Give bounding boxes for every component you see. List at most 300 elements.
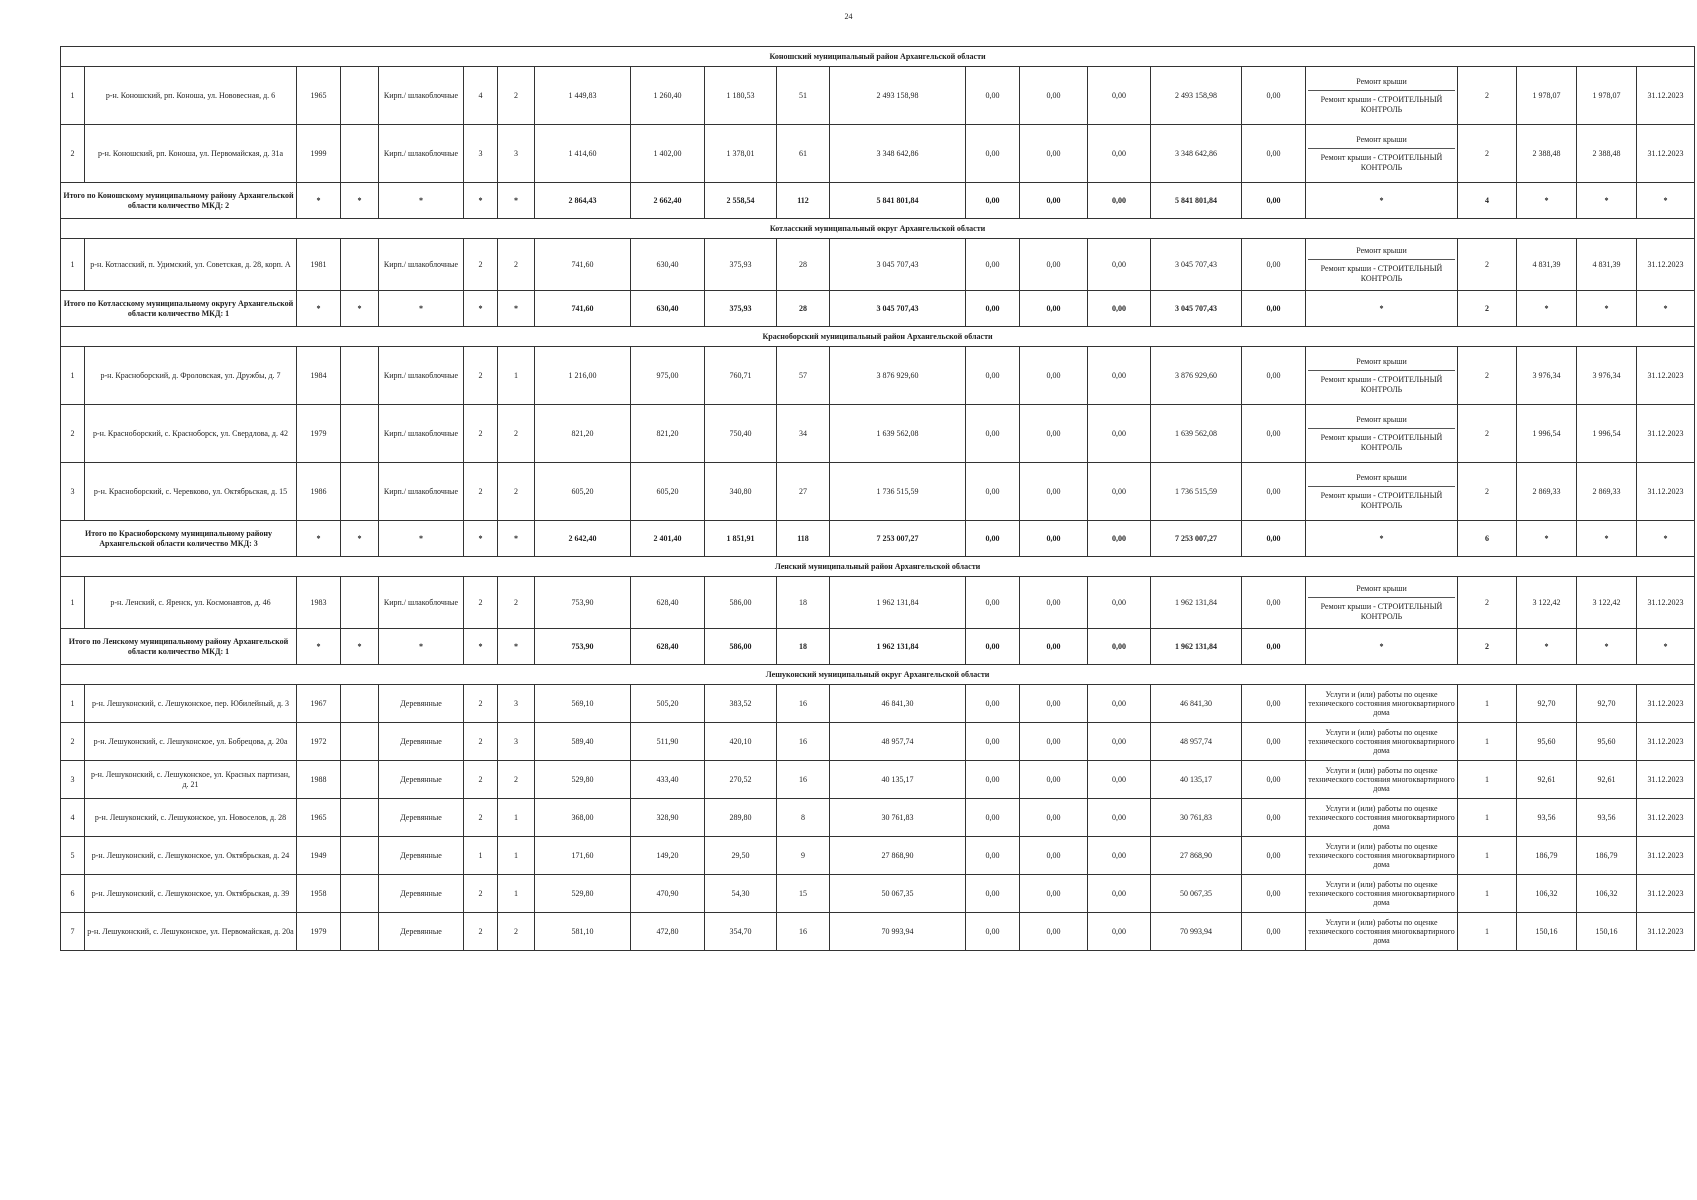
residential-area-cell: 750,40 <box>705 405 777 463</box>
work-type-item: Ремонт крыши <box>1308 580 1455 598</box>
entrances-cell: 1 <box>498 875 535 913</box>
placeholder-mark: * <box>297 183 341 219</box>
municipal-funds-cell: 0,00 <box>1088 347 1151 405</box>
completion-date-cell: 31.12.2023 <box>1637 913 1695 951</box>
placeholder-mark: * <box>1306 291 1458 327</box>
work-count-cell: 1 <box>1458 799 1517 837</box>
residents-cell: 16 <box>777 761 830 799</box>
work-count-cell: 1 <box>1458 761 1517 799</box>
row-number: 1 <box>61 685 85 723</box>
regional-funds-cell: 0,00 <box>1020 723 1088 761</box>
floors-cell: 2 <box>464 463 498 521</box>
table-row <box>61 761 1695 799</box>
entrances-cell: 1 <box>498 347 535 405</box>
work-type-item: Ремонт крыши - СТРОИТЕЛЬНЫЙ КОНТРОЛЬ <box>1320 602 1443 621</box>
residents-sum: 112 <box>777 183 830 219</box>
residential-area-cell: 1 180,53 <box>705 67 777 125</box>
residents-sum: 18 <box>777 629 830 665</box>
municipal-funds-cell: 0,00 <box>1088 405 1151 463</box>
federal-funds-cell: 0,00 <box>966 347 1020 405</box>
municipal-funds-cell: 0,00 <box>1088 799 1151 837</box>
completion-date-cell: 31.12.2023 <box>1637 723 1695 761</box>
section-header-row <box>61 557 1695 577</box>
municipal-funds-sum: 0,00 <box>1088 291 1151 327</box>
unit-cost-cell: 95,60 <box>1517 723 1577 761</box>
year-built-cell: 1967 <box>297 685 341 723</box>
federal-funds-cell: 0,00 <box>966 723 1020 761</box>
year-renovation-cell <box>341 405 379 463</box>
regional-funds-cell: 0,00 <box>1020 67 1088 125</box>
repair-cost-cell: 3 876 929,60 <box>830 347 966 405</box>
work-count-cell: 2 <box>1458 125 1517 183</box>
max-unit-cost-cell: 1 978,07 <box>1577 67 1637 125</box>
max-unit-cost-cell: 2 388,48 <box>1577 125 1637 183</box>
federal-funds-sum: 0,00 <box>966 291 1020 327</box>
residents-cell: 16 <box>777 723 830 761</box>
repair-cost-sum: 3 045 707,43 <box>830 291 966 327</box>
residential-area-sum: 1 851,91 <box>705 521 777 557</box>
placeholder-mark: * <box>1637 183 1695 219</box>
max-unit-cost-cell: 92,61 <box>1577 761 1637 799</box>
municipal-funds-cell: 0,00 <box>1088 761 1151 799</box>
owner-funds-cell: 30 761,83 <box>1151 799 1242 837</box>
wall-material-cell: Кирп./ шлакоблочные <box>379 577 464 629</box>
repair-cost-cell: 70 993,94 <box>830 913 966 951</box>
regional-funds-cell: 0,00 <box>1020 837 1088 875</box>
residential-area-cell: 420,10 <box>705 723 777 761</box>
entrances-cell: 2 <box>498 67 535 125</box>
work-count-cell: 2 <box>1458 239 1517 291</box>
address-cell: р-н. Лешуконский, с. Лешуконское, пер. Юбилейный, д. 3 <box>85 685 297 723</box>
owner-funds-cell: 1 639 562,08 <box>1151 405 1242 463</box>
section-header-row <box>61 327 1695 347</box>
wall-material-cell: Кирп./ шлакоблочные <box>379 347 464 405</box>
address-cell: р-н. Ленский, с. Яренск, ул. Космонавтов, д. 46 <box>85 577 297 629</box>
municipal-funds-cell: 0,00 <box>1088 875 1151 913</box>
address-cell: р-н. Красноборский, д. Фроловская, ул. Дружбы, д. 7 <box>85 347 297 405</box>
repair-cost-sum: 1 962 131,84 <box>830 629 966 665</box>
regional-funds-cell: 0,00 <box>1020 913 1088 951</box>
placeholder-mark: * <box>498 521 535 557</box>
other-funds-cell: 0,00 <box>1242 347 1306 405</box>
total-row <box>61 629 1695 665</box>
work-type-item: Ремонт крыши <box>1308 353 1455 371</box>
total-area-cell: 1 449,83 <box>535 67 631 125</box>
section-title: Коношский муниципальный район Архангельской области <box>61 47 1695 67</box>
row-number: 1 <box>61 239 85 291</box>
table-row <box>61 913 1695 951</box>
municipal-funds-sum: 0,00 <box>1088 629 1151 665</box>
entrances-cell: 2 <box>498 463 535 521</box>
owner-funds-cell: 40 135,17 <box>1151 761 1242 799</box>
municipal-funds-cell: 0,00 <box>1088 67 1151 125</box>
repair-cost-cell: 1 736 515,59 <box>830 463 966 521</box>
work-count-sum: 6 <box>1458 521 1517 557</box>
year-renovation-cell <box>341 837 379 875</box>
work-types-cell <box>1306 837 1458 875</box>
regional-funds-sum: 0,00 <box>1020 291 1088 327</box>
placeholder-mark: * <box>1577 629 1637 665</box>
max-unit-cost-cell: 186,79 <box>1577 837 1637 875</box>
year-renovation-cell <box>341 875 379 913</box>
work-type-item: Ремонт крыши <box>1308 242 1455 260</box>
residential-area-cell: 1 378,01 <box>705 125 777 183</box>
placeholder-mark: * <box>297 521 341 557</box>
owner-funds-cell: 1 736 515,59 <box>1151 463 1242 521</box>
premises-area-cell: 511,90 <box>631 723 705 761</box>
federal-funds-sum: 0,00 <box>966 629 1020 665</box>
work-count-cell: 1 <box>1458 875 1517 913</box>
row-number: 1 <box>61 347 85 405</box>
federal-funds-cell: 0,00 <box>966 761 1020 799</box>
premises-area-sum: 2 401,40 <box>631 521 705 557</box>
table-row <box>61 799 1695 837</box>
owner-funds-cell: 27 868,90 <box>1151 837 1242 875</box>
placeholder-mark: * <box>297 629 341 665</box>
floors-cell: 2 <box>464 239 498 291</box>
work-types-cell <box>1306 685 1458 723</box>
unit-cost-cell: 2 388,48 <box>1517 125 1577 183</box>
wall-material-cell: Деревянные <box>379 799 464 837</box>
total-area-cell: 529,80 <box>535 875 631 913</box>
work-count-cell: 2 <box>1458 577 1517 629</box>
regional-funds-sum: 0,00 <box>1020 183 1088 219</box>
other-funds-cell: 0,00 <box>1242 799 1306 837</box>
completion-date-cell: 31.12.2023 <box>1637 685 1695 723</box>
owner-funds-cell: 70 993,94 <box>1151 913 1242 951</box>
wall-material-cell: Деревянные <box>379 761 464 799</box>
residential-area-sum: 586,00 <box>705 629 777 665</box>
max-unit-cost-cell: 106,32 <box>1577 875 1637 913</box>
placeholder-mark: * <box>1517 291 1577 327</box>
completion-date-cell: 31.12.2023 <box>1637 875 1695 913</box>
placeholder-mark: * <box>341 521 379 557</box>
federal-funds-cell: 0,00 <box>966 577 1020 629</box>
federal-funds-cell: 0,00 <box>966 239 1020 291</box>
municipal-funds-sum: 0,00 <box>1088 183 1151 219</box>
completion-date-cell: 31.12.2023 <box>1637 577 1695 629</box>
regional-funds-cell: 0,00 <box>1020 347 1088 405</box>
other-funds-sum: 0,00 <box>1242 629 1306 665</box>
regional-funds-cell: 0,00 <box>1020 577 1088 629</box>
wall-material-cell: Деревянные <box>379 723 464 761</box>
premises-area-cell: 149,20 <box>631 837 705 875</box>
premises-area-cell: 605,20 <box>631 463 705 521</box>
table-row <box>61 405 1695 463</box>
other-funds-cell: 0,00 <box>1242 577 1306 629</box>
max-unit-cost-cell: 93,56 <box>1577 799 1637 837</box>
other-funds-cell: 0,00 <box>1242 761 1306 799</box>
table-row <box>61 347 1695 405</box>
placeholder-mark: * <box>341 183 379 219</box>
unit-cost-cell: 4 831,39 <box>1517 239 1577 291</box>
year-renovation-cell <box>341 685 379 723</box>
premises-area-cell: 630,40 <box>631 239 705 291</box>
work-type-item: Ремонт крыши <box>1308 411 1455 429</box>
section-header-row <box>61 47 1695 67</box>
repair-cost-sum: 7 253 007,27 <box>830 521 966 557</box>
unit-cost-cell: 3 976,34 <box>1517 347 1577 405</box>
municipal-funds-cell: 0,00 <box>1088 723 1151 761</box>
total-area-cell: 1 216,00 <box>535 347 631 405</box>
floors-cell: 2 <box>464 761 498 799</box>
floors-cell: 2 <box>464 799 498 837</box>
address-cell: р-н. Лешуконский, с. Лешуконское, ул. Октябрьская, д. 39 <box>85 875 297 913</box>
unit-cost-cell: 106,32 <box>1517 875 1577 913</box>
federal-funds-cell: 0,00 <box>966 875 1020 913</box>
wall-material-cell: Кирп./ шлакоблочные <box>379 239 464 291</box>
municipal-funds-cell: 0,00 <box>1088 239 1151 291</box>
other-funds-sum: 0,00 <box>1242 521 1306 557</box>
residents-cell: 8 <box>777 799 830 837</box>
section-title: Лешуконский муниципальный округ Архангельской области <box>61 665 1695 685</box>
owner-funds-cell: 2 493 158,98 <box>1151 67 1242 125</box>
work-count-cell: 2 <box>1458 347 1517 405</box>
residential-area-cell: 586,00 <box>705 577 777 629</box>
section-header-row <box>61 219 1695 239</box>
total-area-cell: 821,20 <box>535 405 631 463</box>
municipal-funds-cell: 0,00 <box>1088 463 1151 521</box>
regional-funds-cell: 0,00 <box>1020 761 1088 799</box>
residential-area-cell: 760,71 <box>705 347 777 405</box>
placeholder-mark: * <box>341 629 379 665</box>
regional-funds-cell: 0,00 <box>1020 239 1088 291</box>
work-type-item: Ремонт крыши - СТРОИТЕЛЬНЫЙ КОНТРОЛЬ <box>1320 95 1443 114</box>
placeholder-mark: * <box>1637 291 1695 327</box>
address-cell: р-н. Лешуконский, с. Лешуконское, ул. Первомайская, д. 20а <box>85 913 297 951</box>
work-type-item: Ремонт крыши <box>1308 469 1455 487</box>
other-funds-cell: 0,00 <box>1242 239 1306 291</box>
placeholder-mark: * <box>464 183 498 219</box>
work-type-item: Ремонт крыши <box>1308 73 1455 91</box>
placeholder-mark: * <box>341 291 379 327</box>
other-funds-cell: 0,00 <box>1242 837 1306 875</box>
premises-area-sum: 630,40 <box>631 291 705 327</box>
max-unit-cost-cell: 95,60 <box>1577 723 1637 761</box>
completion-date-cell: 31.12.2023 <box>1637 799 1695 837</box>
work-types-cell <box>1306 577 1458 629</box>
total-area-cell: 529,80 <box>535 761 631 799</box>
other-funds-cell: 0,00 <box>1242 685 1306 723</box>
placeholder-mark: * <box>1306 629 1458 665</box>
total-area-cell: 753,90 <box>535 577 631 629</box>
other-funds-cell: 0,00 <box>1242 405 1306 463</box>
work-type-item: Услуги и (или) работы по оценке технического состояния многоквартирного дома <box>1308 689 1455 718</box>
placeholder-mark: * <box>1577 291 1637 327</box>
owner-funds-cell: 3 348 642,86 <box>1151 125 1242 183</box>
residents-cell: 61 <box>777 125 830 183</box>
placeholder-mark: * <box>379 291 464 327</box>
table-row <box>61 837 1695 875</box>
entrances-cell: 3 <box>498 685 535 723</box>
entrances-cell: 2 <box>498 577 535 629</box>
residential-area-cell: 54,30 <box>705 875 777 913</box>
row-number: 2 <box>61 125 85 183</box>
regional-funds-sum: 0,00 <box>1020 521 1088 557</box>
federal-funds-sum: 0,00 <box>966 521 1020 557</box>
max-unit-cost-cell: 2 869,33 <box>1577 463 1637 521</box>
residents-cell: 51 <box>777 67 830 125</box>
residential-area-cell: 289,80 <box>705 799 777 837</box>
max-unit-cost-cell: 3 122,42 <box>1577 577 1637 629</box>
owner-funds-sum: 3 045 707,43 <box>1151 291 1242 327</box>
municipal-funds-cell: 0,00 <box>1088 837 1151 875</box>
work-count-sum: 2 <box>1458 291 1517 327</box>
work-types-cell <box>1306 875 1458 913</box>
repair-cost-sum: 5 841 801,84 <box>830 183 966 219</box>
placeholder-mark: * <box>1577 521 1637 557</box>
total-area-cell: 589,40 <box>535 723 631 761</box>
year-built-cell: 1965 <box>297 67 341 125</box>
row-number: 2 <box>61 723 85 761</box>
placeholder-mark: * <box>498 629 535 665</box>
row-number: 1 <box>61 67 85 125</box>
table-row <box>61 685 1695 723</box>
entrances-cell: 2 <box>498 761 535 799</box>
placeholder-mark: * <box>498 183 535 219</box>
entrances-cell: 1 <box>498 837 535 875</box>
placeholder-mark: * <box>379 629 464 665</box>
placeholder-mark: * <box>1517 629 1577 665</box>
municipal-funds-cell: 0,00 <box>1088 125 1151 183</box>
regional-funds-cell: 0,00 <box>1020 799 1088 837</box>
max-unit-cost-cell: 92,70 <box>1577 685 1637 723</box>
owner-funds-cell: 50 067,35 <box>1151 875 1242 913</box>
owner-funds-sum: 1 962 131,84 <box>1151 629 1242 665</box>
max-unit-cost-cell: 4 831,39 <box>1577 239 1637 291</box>
completion-date-cell: 31.12.2023 <box>1637 125 1695 183</box>
year-renovation-cell <box>341 347 379 405</box>
premises-area-cell: 433,40 <box>631 761 705 799</box>
wall-material-cell: Деревянные <box>379 685 464 723</box>
repair-cost-cell: 1 639 562,08 <box>830 405 966 463</box>
unit-cost-cell: 92,61 <box>1517 761 1577 799</box>
work-types-cell <box>1306 463 1458 521</box>
row-number: 2 <box>61 405 85 463</box>
federal-funds-cell: 0,00 <box>966 125 1020 183</box>
address-cell: р-н. Красноборский, с. Черевково, ул. Октябрьская, д. 15 <box>85 463 297 521</box>
floors-cell: 4 <box>464 67 498 125</box>
residents-cell: 15 <box>777 875 830 913</box>
address-cell: р-н. Лешуконский, с. Лешуконское, ул. Красных партизан, д. 21 <box>85 761 297 799</box>
total-area-sum: 741,60 <box>535 291 631 327</box>
unit-cost-cell: 3 122,42 <box>1517 577 1577 629</box>
work-count-cell: 1 <box>1458 837 1517 875</box>
premises-area-cell: 472,80 <box>631 913 705 951</box>
residential-area-sum: 375,93 <box>705 291 777 327</box>
regional-funds-cell: 0,00 <box>1020 463 1088 521</box>
wall-material-cell: Деревянные <box>379 837 464 875</box>
floors-cell: 2 <box>464 347 498 405</box>
year-renovation-cell <box>341 761 379 799</box>
floors-cell: 2 <box>464 577 498 629</box>
placeholder-mark: * <box>379 521 464 557</box>
regional-funds-cell: 0,00 <box>1020 405 1088 463</box>
total-label: Итого по Коношскому муниципальному району Архангельской области количество МКД: 2 <box>61 183 297 219</box>
max-unit-cost-cell: 1 996,54 <box>1577 405 1637 463</box>
work-type-item: Услуги и (или) работы по оценке технического состояния многоквартирного дома <box>1308 917 1455 946</box>
entrances-cell: 2 <box>498 913 535 951</box>
total-label: Итого по Красноборскому муниципальному району Архангельской области количество МКД: 3 <box>61 521 297 557</box>
work-count-cell: 1 <box>1458 913 1517 951</box>
completion-date-cell: 31.12.2023 <box>1637 347 1695 405</box>
residents-cell: 27 <box>777 463 830 521</box>
work-types-cell <box>1306 913 1458 951</box>
other-funds-cell: 0,00 <box>1242 875 1306 913</box>
floors-cell: 2 <box>464 875 498 913</box>
premises-area-cell: 470,90 <box>631 875 705 913</box>
year-built-cell: 1988 <box>297 761 341 799</box>
repair-cost-cell: 30 761,83 <box>830 799 966 837</box>
other-funds-sum: 0,00 <box>1242 183 1306 219</box>
work-types-cell <box>1306 67 1458 125</box>
max-unit-cost-cell: 3 976,34 <box>1577 347 1637 405</box>
work-type-item: Услуги и (или) работы по оценке технического состояния многоквартирного дома <box>1308 727 1455 756</box>
work-type-item: Ремонт крыши - СТРОИТЕЛЬНЫЙ КОНТРОЛЬ <box>1320 491 1443 510</box>
wall-material-cell: Кирп./ шлакоблочные <box>379 67 464 125</box>
other-funds-sum: 0,00 <box>1242 291 1306 327</box>
total-row <box>61 291 1695 327</box>
floors-cell: 1 <box>464 837 498 875</box>
work-count-cell: 2 <box>1458 405 1517 463</box>
federal-funds-cell: 0,00 <box>966 463 1020 521</box>
owner-funds-sum: 7 253 007,27 <box>1151 521 1242 557</box>
work-type-item: Ремонт крыши - СТРОИТЕЛЬНЫЙ КОНТРОЛЬ <box>1320 264 1443 283</box>
repair-cost-cell: 27 868,90 <box>830 837 966 875</box>
residential-area-cell: 270,52 <box>705 761 777 799</box>
placeholder-mark: * <box>464 629 498 665</box>
residents-sum: 118 <box>777 521 830 557</box>
year-renovation-cell <box>341 239 379 291</box>
residents-cell: 57 <box>777 347 830 405</box>
year-built-cell: 1999 <box>297 125 341 183</box>
total-area-cell: 368,00 <box>535 799 631 837</box>
work-count-sum: 2 <box>1458 629 1517 665</box>
total-label: Итого по Ленскому муниципальному району Архангельской области количество МКД: 1 <box>61 629 297 665</box>
other-funds-cell: 0,00 <box>1242 67 1306 125</box>
residents-cell: 18 <box>777 577 830 629</box>
repair-cost-cell: 40 135,17 <box>830 761 966 799</box>
total-area-cell: 741,60 <box>535 239 631 291</box>
total-area-cell: 581,10 <box>535 913 631 951</box>
work-type-item: Ремонт крыши <box>1308 131 1455 149</box>
year-built-cell: 1984 <box>297 347 341 405</box>
floors-cell: 2 <box>464 685 498 723</box>
owner-funds-cell: 1 962 131,84 <box>1151 577 1242 629</box>
placeholder-mark: * <box>1577 183 1637 219</box>
unit-cost-cell: 92,70 <box>1517 685 1577 723</box>
owner-funds-cell: 3 045 707,43 <box>1151 239 1242 291</box>
row-number: 3 <box>61 761 85 799</box>
wall-material-cell: Кирп./ шлакоблочные <box>379 125 464 183</box>
work-count-cell: 2 <box>1458 67 1517 125</box>
work-count-cell: 1 <box>1458 723 1517 761</box>
year-built-cell: 1981 <box>297 239 341 291</box>
regional-funds-cell: 0,00 <box>1020 875 1088 913</box>
municipal-funds-cell: 0,00 <box>1088 913 1151 951</box>
residents-cell: 34 <box>777 405 830 463</box>
placeholder-mark: * <box>1306 183 1458 219</box>
total-row <box>61 183 1695 219</box>
table-row <box>61 125 1695 183</box>
placeholder-mark: * <box>297 291 341 327</box>
premises-area-sum: 2 662,40 <box>631 183 705 219</box>
page-number: 24 <box>844 12 853 21</box>
placeholder-mark: * <box>379 183 464 219</box>
placeholder-mark: * <box>1517 183 1577 219</box>
year-built-cell: 1979 <box>297 913 341 951</box>
year-renovation-cell <box>341 125 379 183</box>
